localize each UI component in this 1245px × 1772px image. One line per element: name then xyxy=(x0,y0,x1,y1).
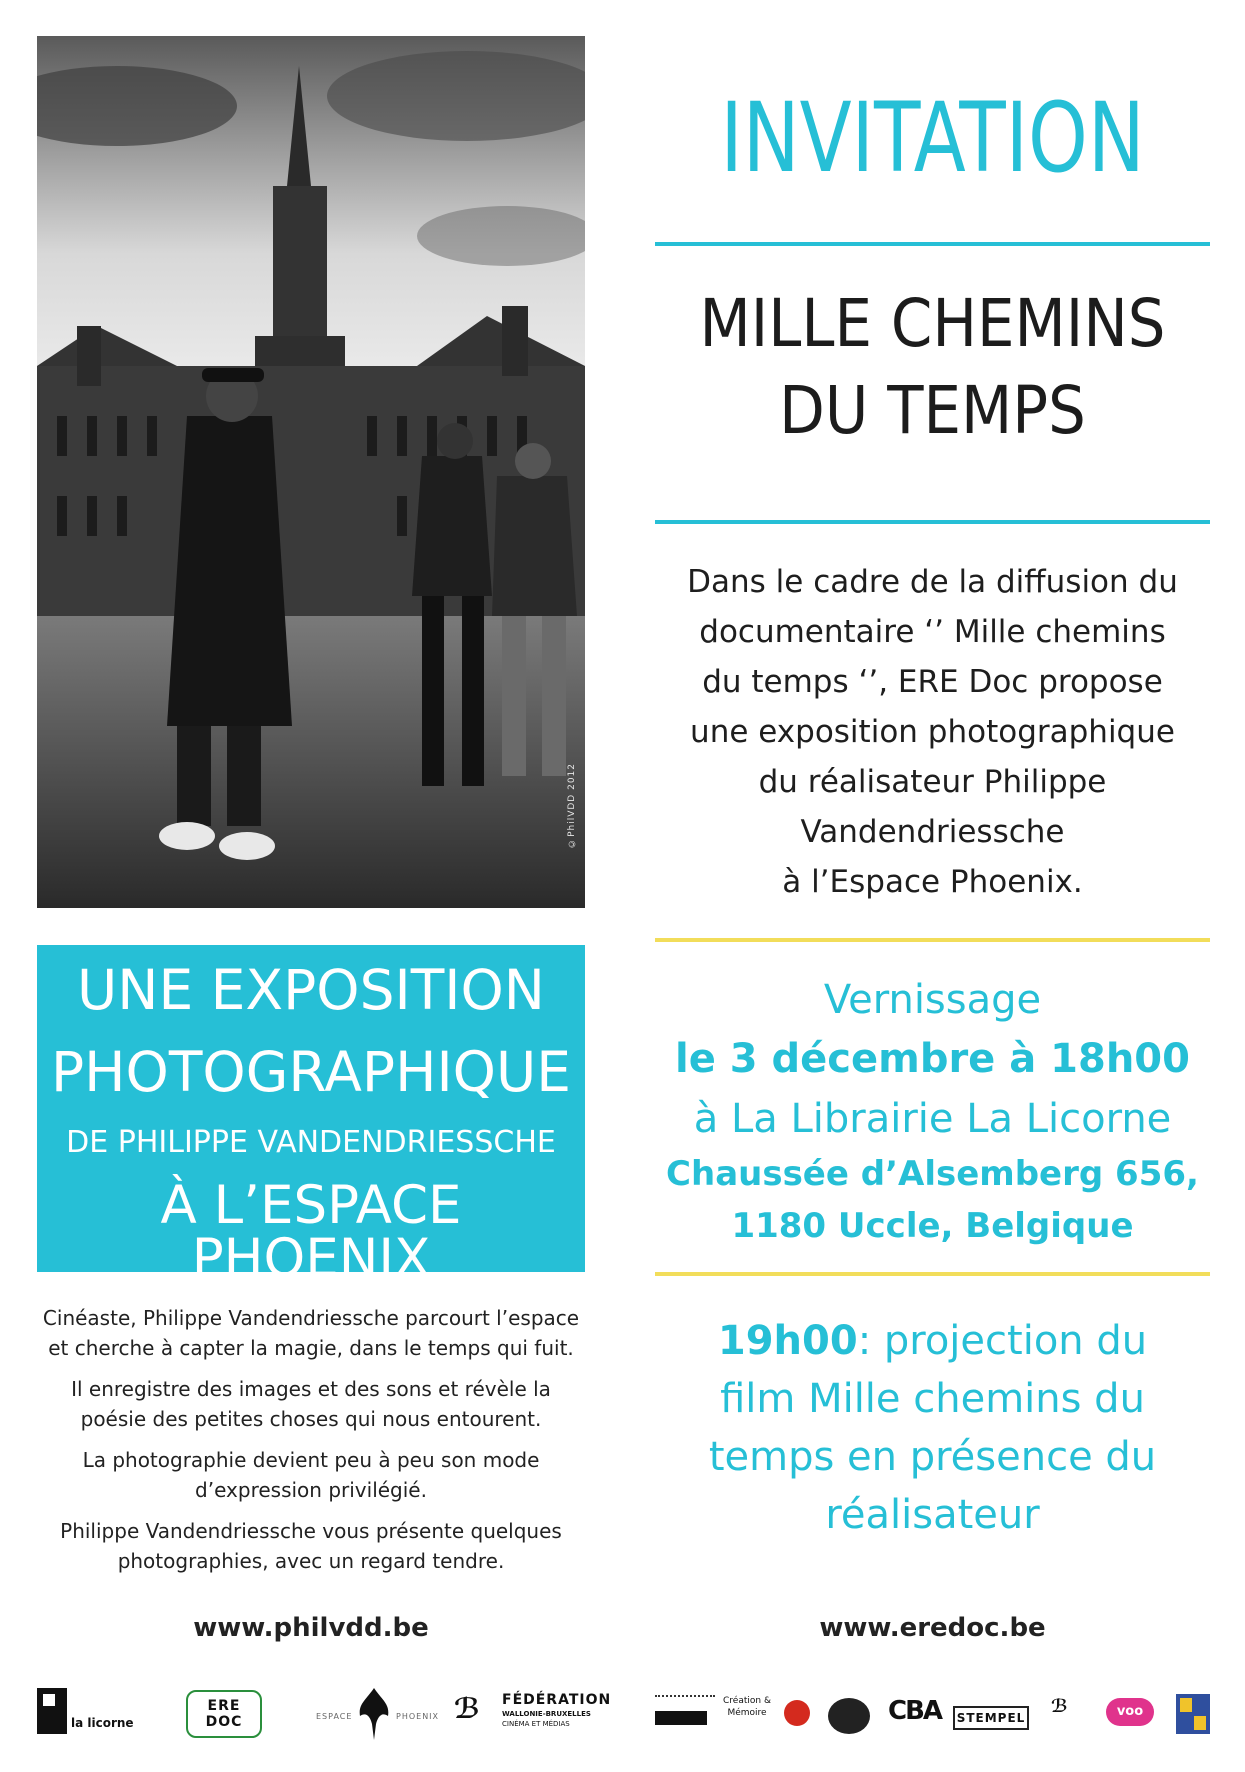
eredoc-link[interactable]: www.eredoc.be xyxy=(819,1613,1046,1643)
la-licorne-logo xyxy=(37,1688,157,1738)
divider-yellow xyxy=(655,938,1210,942)
fwb-mark-icon: ℬ xyxy=(454,1692,476,1725)
description-line: une exposition photographique xyxy=(690,714,1175,750)
licorne-mark-icon xyxy=(37,1688,67,1734)
philvdd-link[interactable]: www.philvdd.be xyxy=(193,1613,429,1643)
projection-info xyxy=(655,1312,1210,1544)
photo-credit: ©PhilVDD 2012 xyxy=(567,763,577,848)
fwb-small-logo-icon: ℬ xyxy=(1051,1696,1065,1717)
projection-time: 19h00 xyxy=(717,1318,858,1364)
fwb-title: FÉDÉRATION xyxy=(502,1692,612,1708)
bio-paragraph: Philippe Vandendriessche vous présente quelques photographies, avec un regard tendre. xyxy=(60,1519,562,1573)
partner-logo-1 xyxy=(655,1695,715,1737)
bio-paragraph: La photographie devient peu à peu son mode d’expression privilégié. xyxy=(82,1448,540,1502)
fwb-subtitle-2: CINÉMA ET MÉDIAS xyxy=(502,1720,570,1728)
film-title xyxy=(683,285,1183,461)
partner-logo-1-icon xyxy=(655,1711,707,1725)
federation-wallonie-bruxelles-logo xyxy=(454,1690,612,1730)
red-circle-logo-icon xyxy=(784,1700,810,1726)
phoenix-bird-icon xyxy=(356,1686,392,1742)
exhibition-line-3: DE PHILIPPE VANDENDRIESSCHE xyxy=(66,1125,556,1160)
film-title-line-2: DU TEMPS xyxy=(779,371,1086,449)
ere-doc-logo xyxy=(186,1690,262,1738)
divider-blue xyxy=(655,242,1210,246)
artist-bio xyxy=(37,1303,585,1587)
vernissage-venue: à La Librairie La Licorne xyxy=(693,1096,1172,1142)
photo-grand-place-icon xyxy=(37,36,585,908)
exhibition-line-4: À L’ESPACE PHOENIX xyxy=(160,1175,462,1289)
coat-of-arms-logo-icon xyxy=(1176,1694,1210,1734)
description-line: documentaire ‘’ Mille chemins xyxy=(699,614,1166,650)
creation-memoire-logo: Création & Mémoire xyxy=(723,1696,771,1718)
bio-paragraph: Cinéaste, Philippe Vandendriessche parcourt l’espace et cherche à capter la magie, dans le temps qui fuit. xyxy=(42,1306,580,1360)
eredoc-logo-top: ERE xyxy=(207,1698,241,1714)
projection-line-3: temps en présence du xyxy=(708,1434,1157,1480)
eredoc-logo-bottom: DOC xyxy=(205,1714,243,1730)
bio-paragraph: Il enregistre des images et des sons et révèle la poésie des petites choses qui nous entourent. xyxy=(71,1377,551,1431)
projection-text: : projection du xyxy=(857,1318,1148,1364)
exhibition-line-2: PHOTOGRAPHIQUE xyxy=(51,1040,571,1104)
projection-line-2: film Mille chemins du xyxy=(720,1376,1145,1422)
seal-logo-icon xyxy=(828,1698,870,1734)
fwb-subtitle-1: WALLONIE-BRUXELLES xyxy=(502,1710,591,1718)
description-line: Dans le cadre de la diffusion du xyxy=(687,564,1178,600)
vernissage-date: le 3 décembre à 18h00 xyxy=(675,1036,1190,1082)
licorne-logo-text: la licorne xyxy=(71,1716,134,1730)
vernissage-address-2: 1180 Uccle, Belgique xyxy=(731,1206,1134,1246)
vernissage-label: Vernissage xyxy=(823,977,1042,1023)
exhibition-line-1: UNE EXPOSITION xyxy=(77,958,545,1022)
description-line: du réalisateur Philippe xyxy=(758,764,1107,800)
projection-line-1 xyxy=(655,1312,1210,1370)
phoenix-logo-right: PHOENIX xyxy=(396,1712,440,1721)
film-title-line-1: MILLE CHEMINS xyxy=(699,285,1166,362)
invitation-heading: INVITATION xyxy=(720,82,1145,194)
cba-logo: CBA xyxy=(888,1696,942,1726)
exhibition-banner xyxy=(37,945,585,1289)
espace-phoenix-logo xyxy=(316,1686,438,1742)
description-line: Vandendriessche xyxy=(800,814,1065,850)
poster-photo xyxy=(37,36,585,908)
vernissage-address-1: Chaussée d’Alsemberg 656, xyxy=(666,1154,1199,1194)
stempel-logo: STEMPEL xyxy=(953,1706,1029,1730)
projection-line-4: réalisateur xyxy=(825,1492,1040,1538)
event-description xyxy=(655,557,1210,907)
vernissage-info xyxy=(655,972,1210,1252)
description-line: à l’Espace Phoenix. xyxy=(782,864,1083,900)
voo-logo: voo xyxy=(1106,1698,1154,1726)
description-line: du temps ‘’, ERE Doc propose xyxy=(702,664,1163,700)
divider-yellow xyxy=(655,1272,1210,1276)
divider-blue xyxy=(655,520,1210,524)
phoenix-logo-left: ESPACE xyxy=(316,1712,353,1721)
